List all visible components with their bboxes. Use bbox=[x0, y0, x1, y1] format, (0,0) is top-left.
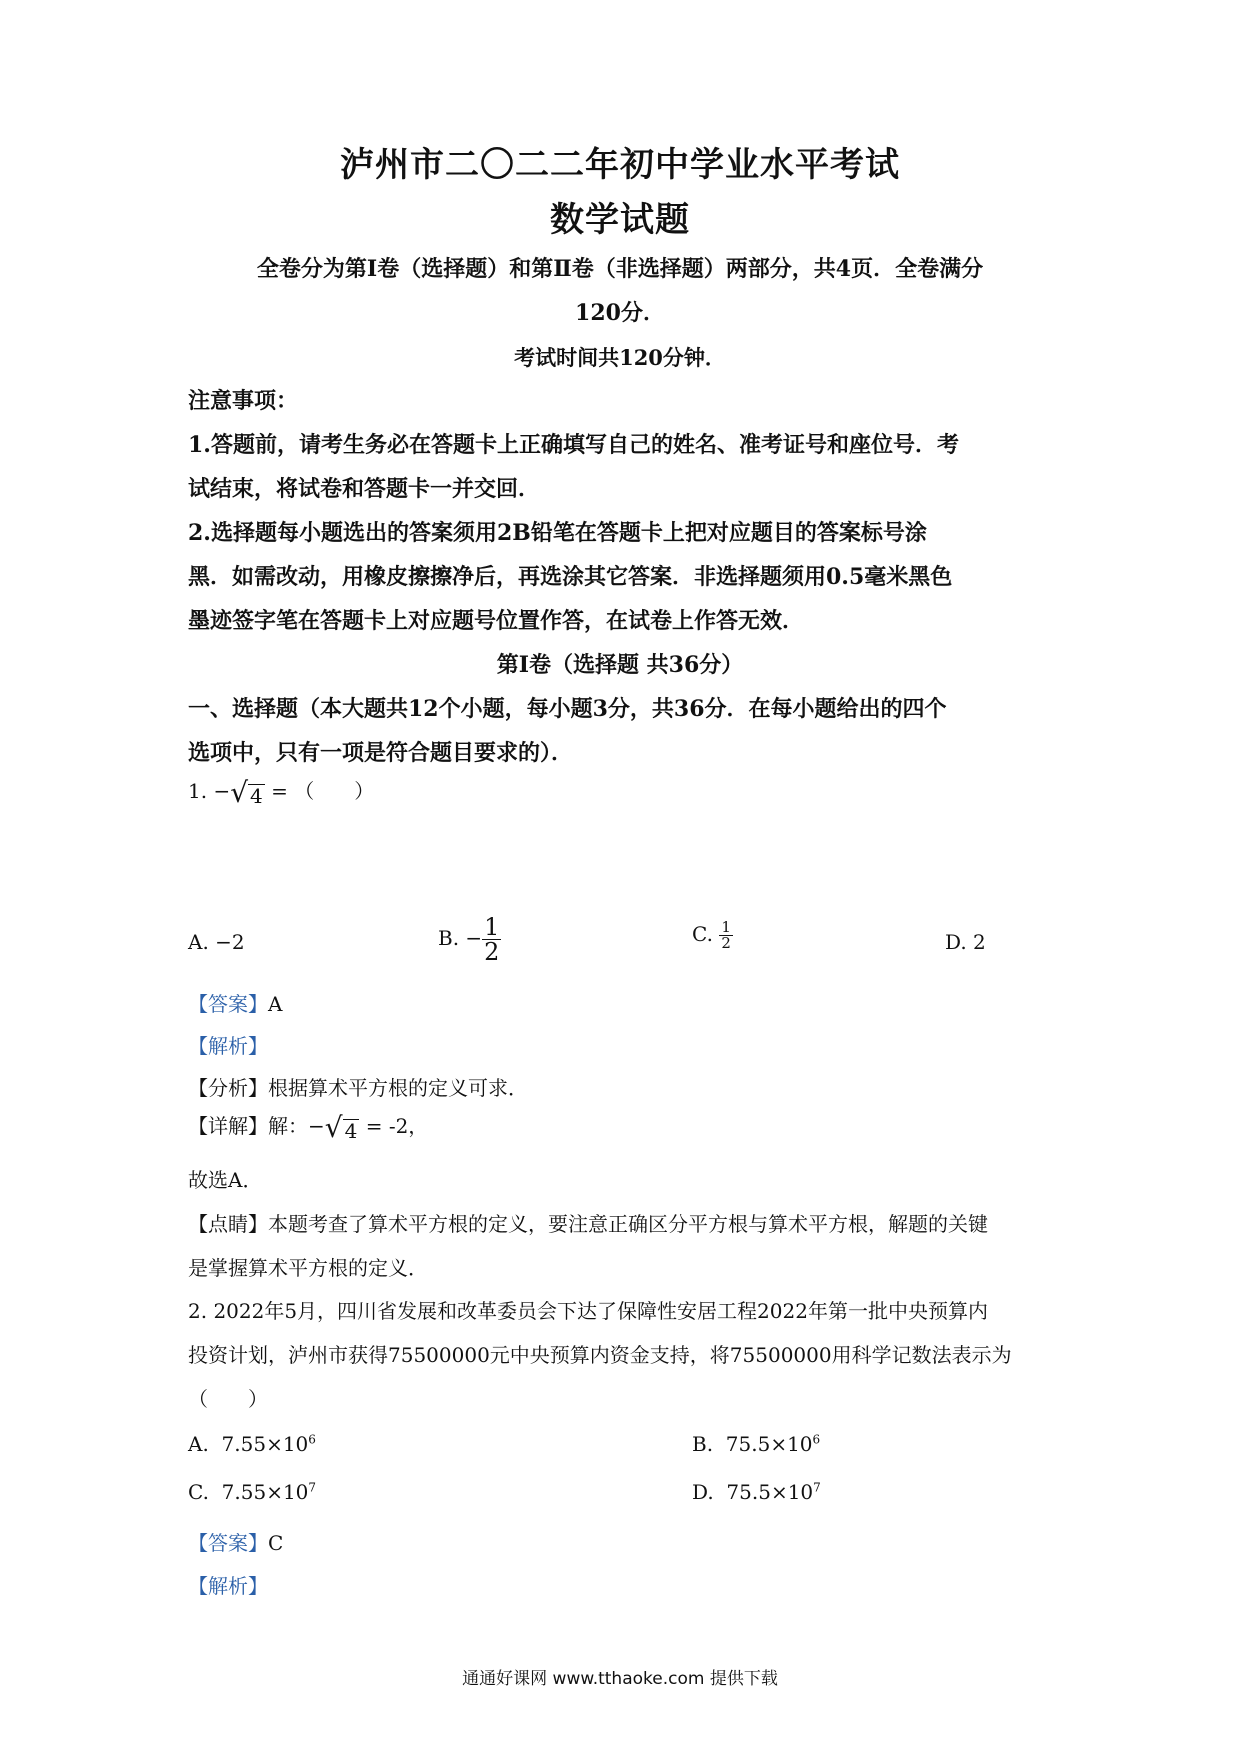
fraction-denominator: 2 bbox=[484, 938, 500, 966]
question-2-option-b bbox=[692, 1432, 820, 1456]
fraction-denominator: 2 bbox=[721, 934, 731, 952]
option-c-exponent: 7 bbox=[308, 1480, 317, 1495]
note-1-line-2: 试结束，将试卷和答题卡一并交回． bbox=[188, 476, 541, 502]
section-heading-line-2: 选项中，只有一项是符合题目要求的）． bbox=[188, 740, 574, 766]
question-1-prefix: 1. − bbox=[188, 779, 231, 803]
sqrt-radicand: 4 bbox=[250, 783, 263, 808]
fraction-numerator: 1 bbox=[721, 918, 731, 936]
exam-title: 泸州市二〇二二年初中学业水平考试 bbox=[340, 145, 900, 185]
question-2-option-a bbox=[188, 1432, 316, 1456]
question-1-analysis-tag: 【解析】 bbox=[188, 1034, 268, 1058]
question-2-option-c bbox=[188, 1480, 316, 1504]
sqrt-expression: √ 4 bbox=[324, 1110, 358, 1144]
fraction-numerator: 1 bbox=[484, 913, 500, 941]
option-c-label: C. bbox=[692, 922, 720, 946]
option-a-label: A. bbox=[188, 1432, 209, 1456]
note-2-line-3: 墨迹签字笔在答题卡上对应题号位置作答，在试卷上作答无效． bbox=[188, 608, 805, 634]
question-1-suffix: = （ ） bbox=[264, 779, 375, 803]
question-2-stem-line-3: （ ） bbox=[188, 1387, 268, 1411]
option-c-base: 7.55×10 bbox=[221, 1480, 309, 1504]
page-footer: 通通好课网 www.tthaoke.com 提供下载 bbox=[462, 1669, 778, 1689]
volume-heading: 第Ⅰ卷（选择题 共36分） bbox=[496, 652, 744, 678]
question-1-comment-line-2: 是掌握算术平方根的定义． bbox=[188, 1256, 428, 1280]
question-1-option-a: A. −2 bbox=[188, 930, 245, 954]
note-1-line-1: 1.答题前，请考生务必在答题卡上正确填写自己的姓名、准考证号和座位号．考 bbox=[188, 432, 959, 458]
detail-tag: 【详解】 bbox=[188, 1114, 268, 1138]
option-a-exponent: 6 bbox=[308, 1432, 316, 1447]
intro-line-2: 120分． bbox=[575, 300, 665, 326]
sqrt-radicand: 4 bbox=[344, 1118, 358, 1143]
question-1-stem bbox=[188, 775, 374, 807]
fraction-neg-half bbox=[482, 915, 501, 964]
question-2-analysis-tag: 【解析】 bbox=[188, 1574, 268, 1598]
fenxi-text: 根据算术平方根的定义可求． bbox=[268, 1076, 528, 1100]
question-1-answer bbox=[188, 988, 282, 1017]
answer-value: C bbox=[268, 1531, 284, 1555]
question-1-option-d: D. 2 bbox=[945, 930, 986, 954]
question-2-stem-line-1: 2. 2022年5月，四川省发展和改革委员会下达了保障性安居工程2022年第一批中央预算内 bbox=[188, 1299, 988, 1323]
question-1-fenxi bbox=[188, 1072, 528, 1101]
comment-text: 本题考查了算术平方根的定义，要注意正确区分平方根与算术平方根，解题的关键 bbox=[268, 1212, 988, 1236]
question-2-stem-line-2: 投资计划，泸州市获得75500000元中央预算内资金支持，将75500000用科学记数法表示为 bbox=[188, 1343, 1012, 1367]
fenxi-tag: 【分析】 bbox=[188, 1076, 268, 1100]
question-1-detail bbox=[188, 1110, 428, 1142]
option-b-base: 75.5×10 bbox=[725, 1432, 813, 1456]
option-a-base: 7.55×10 bbox=[221, 1432, 309, 1456]
note-2-line-2: 黑．如需改动，用橡皮擦擦净后，再选涂其它答案．非选择题须用0.5毫米黑色 bbox=[188, 564, 953, 590]
comment-tag: 【点睛】 bbox=[188, 1212, 268, 1236]
notes-heading: 注意事项： bbox=[188, 388, 299, 414]
question-2-answer bbox=[188, 1527, 283, 1556]
question-1-conclusion: 故选A． bbox=[188, 1168, 263, 1192]
detail-prefix: 解：− bbox=[268, 1114, 325, 1138]
exam-subtitle: 数学试题 bbox=[550, 200, 690, 240]
option-d-exponent: 7 bbox=[813, 1480, 821, 1495]
option-d-base: 75.5×10 bbox=[726, 1480, 814, 1504]
question-1-option-b bbox=[438, 915, 501, 964]
option-c-label: C. bbox=[188, 1480, 209, 1504]
option-b-exponent: 6 bbox=[812, 1432, 821, 1447]
question-1-option-c bbox=[692, 920, 733, 951]
question-1-comment-line-1 bbox=[188, 1208, 988, 1237]
fraction-half bbox=[719, 920, 733, 951]
answer-tag: 【答案】 bbox=[188, 992, 268, 1016]
note-2-line-1: 2.选择题每小题选出的答案须用2B铅笔在答题卡上把对应题目的答案标号涂 bbox=[188, 520, 927, 546]
exam-time: 考试时间共120分钟． bbox=[514, 345, 726, 370]
option-b-label: B. bbox=[692, 1432, 714, 1456]
intro-line-1: 全卷分为第Ⅰ卷（选择题）和第Ⅱ卷（非选择题）两部分，共4页．全卷满分 bbox=[256, 256, 984, 282]
detail-suffix: = -2， bbox=[359, 1114, 429, 1138]
answer-value: A bbox=[268, 992, 283, 1016]
question-2-option-d bbox=[692, 1480, 821, 1504]
option-b-label: B. − bbox=[438, 926, 483, 950]
sqrt-expression: √ 4 bbox=[230, 775, 263, 809]
option-d-label: D. bbox=[692, 1480, 714, 1504]
section-heading-line-1: 一、选择题（本大题共12个小题，每小题3分，共36分．在每小题给出的四个 bbox=[188, 696, 947, 722]
answer-tag: 【答案】 bbox=[188, 1531, 268, 1555]
